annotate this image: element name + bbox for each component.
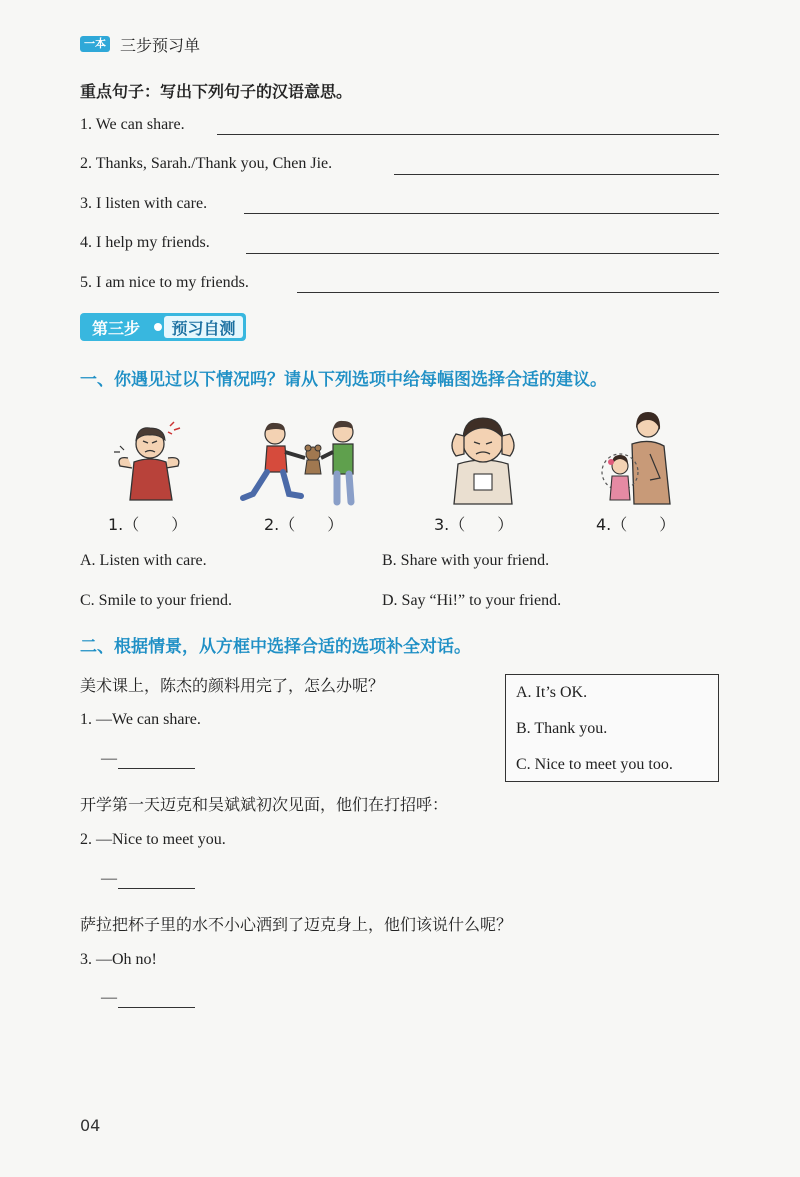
picture-1-answer[interactable]: 1.（ ） [108, 515, 188, 534]
dialogue-3-reply: — [101, 989, 117, 1006]
options-box [505, 674, 719, 782]
part2-heading: 二、根据情景，从方框中选择合适的选项补全对话。 [80, 637, 471, 657]
answer-line-3[interactable] [244, 213, 719, 214]
scenario-1: 美术课上，陈杰的颜料用完了，怎么办呢？ [80, 676, 385, 695]
sentence-5: 5. I am nice to my friends. [80, 274, 249, 291]
brand-logo: 一本 [80, 36, 110, 52]
page-number: 04 [80, 1116, 101, 1135]
box-option-b: B. Thank you. [516, 720, 608, 737]
answer-line-4[interactable] [246, 253, 719, 254]
dialogue-1-answer-line[interactable] [118, 768, 195, 769]
box-option-c: C. Nice to meet you too. [516, 756, 673, 773]
picture-4-answer[interactable]: 4.（ ） [596, 515, 676, 534]
scenario-2: 开学第一天迈克和吴斌斌初次见面，他们在打招呼： [80, 795, 449, 814]
option-c: C. Smile to your friend. [80, 592, 232, 609]
mother-and-daughter-illustration [598, 408, 678, 508]
option-b: B. Share with your friend. [382, 552, 550, 569]
box-option-a: A. It’s OK. [516, 684, 588, 701]
dialogue-2-answer-line[interactable] [118, 888, 195, 889]
part1-heading: 一、你遇见过以下情况吗？请从下列选项中给每幅图选择合适的建议。 [80, 370, 607, 390]
header-title: 三步预习单 [120, 36, 201, 55]
sentence-4: 4. I help my friends. [80, 234, 210, 251]
dialogue-2-line: 2. —Nice to meet you. [80, 831, 226, 848]
dialogue-3-answer-line[interactable] [118, 1007, 195, 1008]
boys-fighting-over-toy-illustration [237, 418, 367, 508]
sentence-2: 2. Thanks, Sarah./Thank you, Chen Jie. [80, 155, 333, 172]
scenario-3: 萨拉把杯子里的水不小心洒到了迈克身上，他们该说什么呢？ [80, 915, 513, 934]
option-a: A. Listen with care. [80, 552, 207, 569]
step-label: 第三步 [91, 318, 140, 338]
option-d: D. Say “Hi!” to your friend. [382, 592, 562, 609]
boy-covering-ears-illustration [438, 408, 528, 506]
key-sentences-heading: 重点句子：写出下列句子的汉语意思。 [80, 82, 353, 101]
angry-boy-illustration [110, 420, 190, 505]
step-dot [154, 323, 162, 331]
step-badge [80, 313, 246, 341]
answer-line-5[interactable] [297, 292, 719, 293]
picture-2-answer[interactable]: 2.（ ） [264, 515, 344, 534]
dialogue-1-reply: — [101, 750, 117, 767]
answer-line-1[interactable] [217, 134, 719, 135]
step-name: 预习自测 [164, 316, 243, 338]
sentence-1: 1. We can share. [80, 116, 185, 133]
dialogue-3-line: 3. —Oh no! [80, 951, 157, 968]
picture-3-answer[interactable]: 3.（ ） [434, 515, 514, 534]
answer-line-2[interactable] [394, 174, 719, 175]
dialogue-1-line: 1. —We can share. [80, 711, 201, 728]
sentence-3: 3. I listen with care. [80, 195, 208, 212]
dialogue-2-reply: — [101, 870, 117, 887]
